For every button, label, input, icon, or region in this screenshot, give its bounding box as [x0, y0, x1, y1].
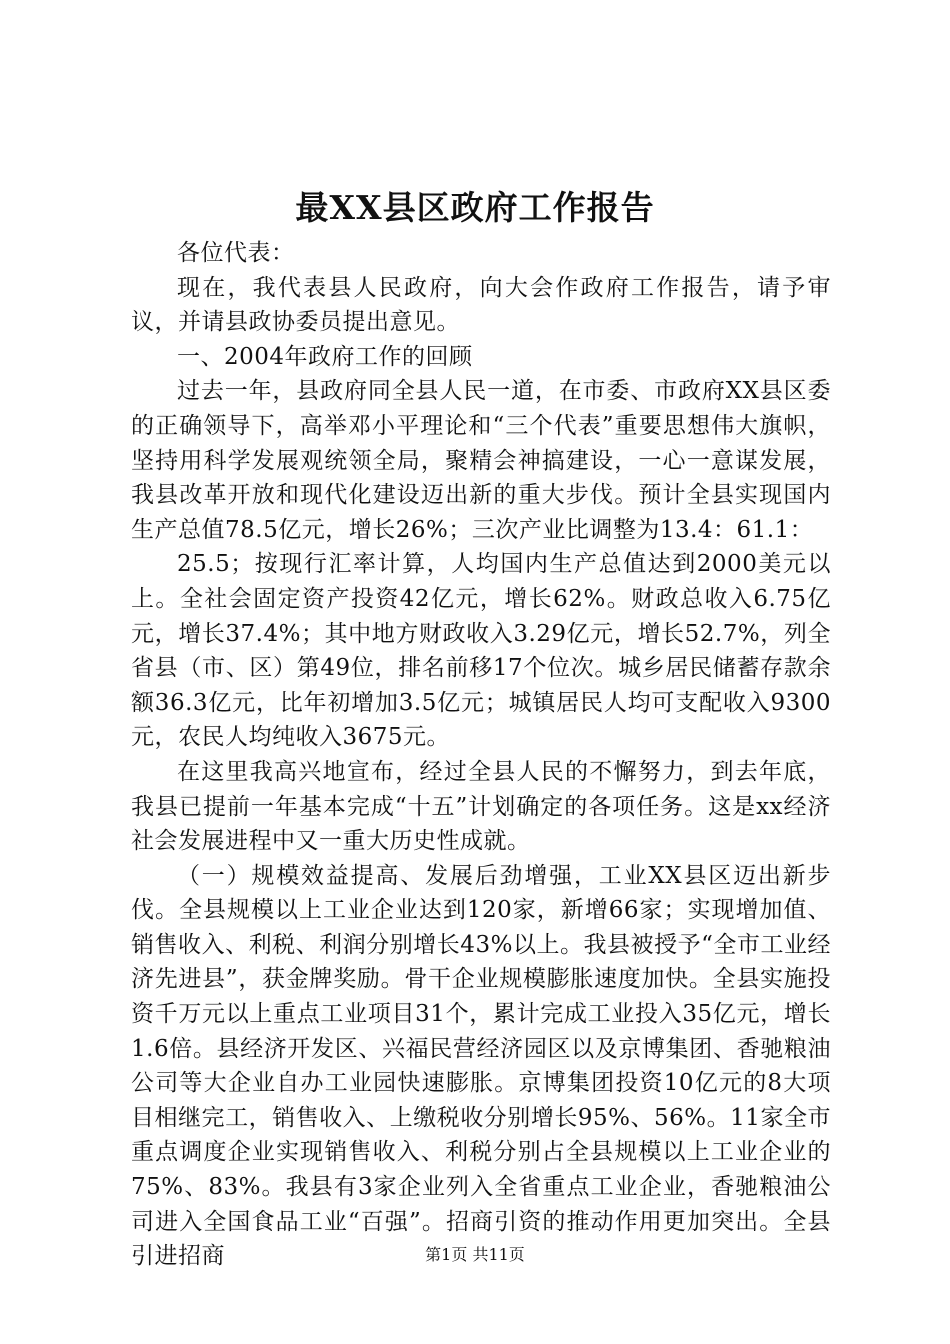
paragraph-salutation: 各位代表： — [177, 240, 295, 266]
document-title: 最XX县区政府工作报告 — [295, 188, 655, 227]
document-body — [131, 236, 831, 1274]
page-footer: 第1页 共11页 — [425, 1245, 525, 1264]
paragraph-statistics: 25.5；按现行汇率计算，人均国内生产总值达到2000美元以上。全社会固定资产投资42亿元，增长62%。财政总收入6.75亿元，增长37.4%；其中地方财政收入3.29亿元，增长52.7%，列全省县（市、区）第49位，排名前移17个位次。城乡居民储蓄存款余额36.3亿元，比年初增加3.5亿元；城镇居民人均可支配收入9300元，农民人均纯收入3675元。 — [131, 551, 831, 751]
paragraph-opening: 现在，我代表县人民政府，向大会作政府工作报告，请予审议，并请县政协委员提出意见。 — [131, 274, 831, 336]
section-heading: 一、2004年政府工作的回顾 — [177, 343, 473, 370]
paragraph-announcement: 在这里我高兴地宣布，经过全县人民的不懈努力，到去年底，我县已提前一年基本完成“十五”计划确定的各项任务。这是xx经济社会发展进程中又一重大历史性成就。 — [131, 758, 831, 855]
paragraph-review: 过去一年，县政府同全县人民一道，在市委、市政府XX县区委的正确领导下，高举邓小平理论和“三个代表”重要思想伟大旗帜，坚持用科学发展观统领全局，聚精会神搞建设，一心一意谋发展，我县改革开放和现代化建设迈出新的重大步伐。预计全县实现国内生产总值78.5亿元，增长26%；三次产业比调整为13.4：61.1： — [131, 378, 831, 543]
paragraph-industry: （一）规模效益提高、发展后劲增强，工业XX县区迈出新步伐。全县规模以上工业企业达到120家，新增66家；实现增加值、销售收入、利税、利润分别增长43%以上。我县被授予“全市工业经济先进县”，获金牌奖励。骨干企业规模膨胀速度加快。全县实施投资千万元以上重点工业项目31个，累计完成工业投入35亿元，增长1.6倍。县经济开发区、兴福民营经济园区以及京博集团、香驰粮油公司等大企业自办工业园快速膨胀。京博集团投资10亿元的8大项目相继完工，销售收入、上缴税收分别增长95%、56%。11家全市重点调度企业实现销售收入、利税分别占全县规模以上工业企业的75%、83%。我县有3家企业列入全省重点工业企业，香驰粮油公司进入全国食品工业“百强”。招商引资的推动作用更加突出。全县引进招商 — [131, 862, 831, 1270]
